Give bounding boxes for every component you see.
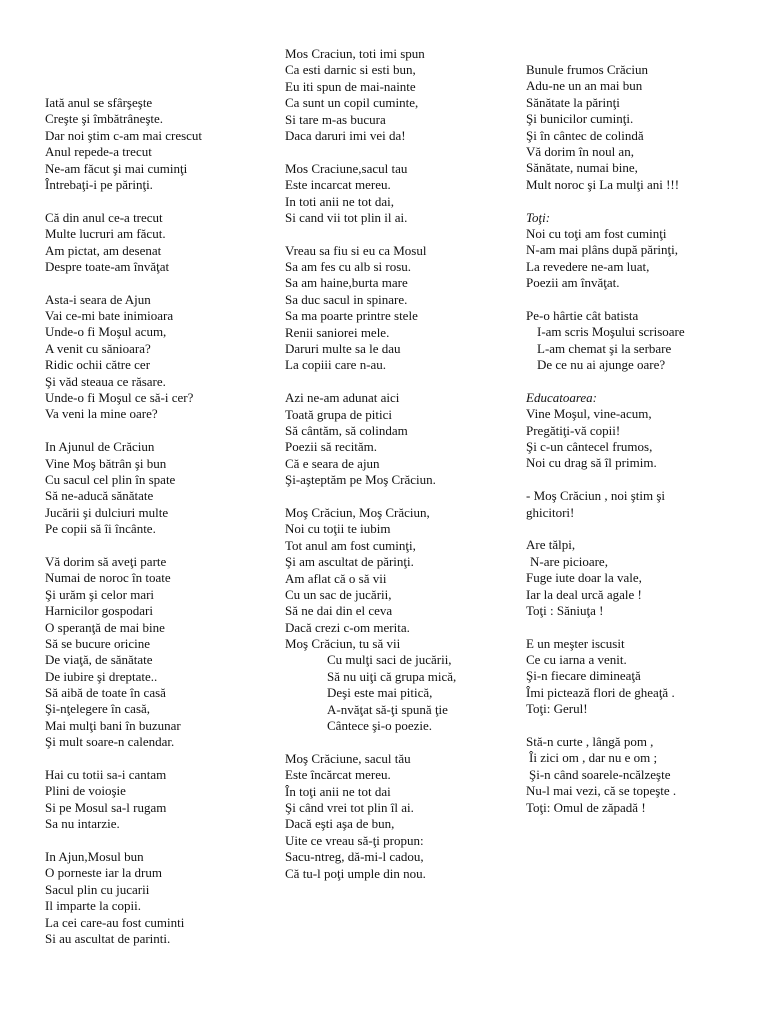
poem-line: N-am mai plâns după părinţi, [526, 242, 678, 258]
poem-line: Toţi: Omul de zăpadă ! [526, 799, 646, 815]
poem-line: Vai ce-mi bate inimioara [45, 308, 174, 324]
poem-line: Numai de noroc în toate [45, 570, 171, 586]
poem-column-left [45, 95, 270, 964]
poem-line: Cu mulţi saci de jucării, [327, 652, 452, 668]
poem-line: Să nu uiţi că grupa mică, [327, 668, 457, 684]
poem-line: Iar la deal urcă agale ! [526, 586, 642, 602]
poem-line: Vine Moşul, vine-acum, [526, 406, 652, 422]
stanza [526, 308, 751, 374]
stanza [285, 390, 510, 488]
poem-line: Vine Moş bătrân şi bun [45, 455, 167, 471]
poem-line: Harnicilor gospodari [45, 603, 153, 619]
poem-line: Nu-l mai vezi, că se topeşte . [526, 783, 677, 799]
poem-line: Iată anul se sfârşeşte [45, 95, 153, 110]
poem-line: Să cântăm, să colindam [285, 422, 408, 438]
poem-line: Dar noi ştim c-am mai crescut [45, 127, 203, 143]
poem-line: Eu iti spun de mai-nainte [285, 78, 416, 94]
poem-line: Va veni la mine oare? [45, 406, 158, 422]
poem-line: Mos Craciune,sacul tau [285, 160, 408, 176]
poem-line: Am aflat că o să vii [285, 570, 387, 586]
poem-line: Şi bunicilor cuminţi. [526, 111, 634, 127]
poem-line: Vreau sa fiu si eu ca Mosul [285, 242, 427, 258]
poem-line: Uite ce vreau să-ţi propun: [285, 832, 424, 848]
stanza [285, 505, 510, 734]
poem-line: Sănătate, numai bine, [526, 160, 638, 176]
poem-line: Daca daruri imi vei da! [285, 127, 406, 143]
poem-line: Adu-ne un an mai bun [526, 78, 643, 94]
poem-line: Pe-o hârtie cât batista [526, 307, 639, 323]
speaker-label: Toţi: [526, 209, 551, 225]
poem-line: Mos Craciun, toti imi spun [285, 46, 425, 61]
stanza [45, 210, 270, 276]
poem-line: Poezii să recităm. [285, 439, 378, 455]
stanza [526, 390, 751, 472]
stanza [526, 488, 751, 521]
poem-line: In Ajun,Mosul bun [45, 848, 144, 864]
poem-line: Renii saniorei mele. [285, 324, 390, 340]
poem-line: Asta-i seara de Ajun [45, 291, 151, 307]
poem-line: Daruri multe sa le dau [285, 341, 401, 357]
poem-line: Este incarcat mereu. [285, 177, 391, 193]
poem-line: Că e seara de ajun [285, 455, 380, 471]
poem-line: Că tu-l poţi umple din nou. [285, 865, 426, 881]
stanza [45, 849, 270, 947]
poem-line: Vă dorim să aveţi parte [45, 553, 167, 569]
poem-line: Mai mulţi bani în buzunar [45, 717, 181, 733]
poem-line: Jucării şi dulciuri multe [45, 504, 169, 520]
stanza [526, 62, 751, 193]
poem-line: Noi cu toţi am fost cuminţi [526, 225, 667, 241]
stanza [45, 292, 270, 423]
stanza [45, 95, 270, 193]
poem-line: Si tare m-as bucura [285, 111, 386, 127]
poem-line: Am pictat, am desenat [45, 242, 162, 258]
poem-line: Sa am haine,burta mare [285, 275, 408, 291]
poem-line: Şi urăm şi celor mari [45, 586, 155, 602]
poem-line: De viaţă, de sănătate [45, 652, 153, 668]
poem-line: Moş Crăciun, tu să vii [285, 636, 401, 652]
poem-line: Îmi pictează flori de gheaţă . [526, 684, 675, 700]
poem-line: Fuge iute doar la vale, [526, 570, 642, 586]
stanza [45, 554, 270, 751]
poem-line: Ne-am făcut şi mai cuminţi [45, 160, 188, 176]
poem-line: Pe copii să îi încânte. [45, 521, 156, 537]
poem-line: Toată grupa de pitici [285, 406, 393, 422]
poem-line: Are tălpi, [526, 537, 576, 553]
speaker-label: Educatoarea: [526, 389, 597, 405]
poem-line: Unde-o fi Moşul ce să-i cer? [45, 390, 194, 406]
poem-line: Sănătate la părinţi [526, 94, 620, 110]
poem-line: In toti anii ne tot dai, [285, 193, 395, 209]
stanza [285, 46, 510, 144]
poem-line: Şi în cântec de colindă [526, 127, 644, 143]
poem-line: Toţi: Gerul! [526, 701, 588, 717]
stanza [285, 751, 510, 882]
poem-line: Dacă crezi c-om merita. [285, 619, 410, 635]
poem-line: Noi cu toţii te iubim [285, 521, 391, 537]
poem-column-middle [285, 46, 510, 898]
poem-line: La copiii care n-au. [285, 357, 387, 373]
stanza [285, 243, 510, 374]
poem-line: Si au ascultat de parinti. [45, 930, 171, 946]
poem-line: Deşi este mai pitică, [327, 685, 433, 701]
poem-line: Sacu-ntreg, dă-mi-l cadou, [285, 849, 424, 865]
poem-line: Anul repede-a trecut [45, 144, 152, 160]
poem-line: Azi ne-am adunat aici [285, 390, 400, 406]
poem-line: Îi zici om , dar nu e om ; [529, 750, 658, 766]
poem-line: A-nvăţat să-ţi spună ţie [327, 701, 448, 717]
stanza [526, 734, 751, 816]
poem-line: Sa nu intarzie. [45, 816, 120, 832]
poem-line: Sacul plin cu jucarii [45, 881, 150, 897]
poem-line: ghicitori! [526, 504, 575, 520]
poem-line: Stă-n curte , lângă pom , [526, 734, 654, 750]
poem-line: Il imparte la copii. [45, 898, 142, 914]
poem-line: Şi-nţelegere în casă, [45, 701, 151, 717]
poem-line: Şi văd steaua ce răsare. [45, 373, 166, 389]
poem-line: Sa am fes cu alb si rosu. [285, 259, 412, 275]
poem-line: Toţi : Săniuţa ! [526, 602, 604, 618]
poem-line: Cântece şi-o poezie. [327, 718, 433, 734]
poem-line: - Moş Crăciun , noi ştim şi [526, 488, 666, 504]
poem-line: Şi am ascultat de părinţi. [285, 554, 414, 570]
poem-line: Să se bucure oricine [45, 635, 151, 651]
poem-line: Şi-aşteptăm pe Moş Crăciun. [285, 472, 436, 488]
poem-line: Bunule frumos Crăciun [526, 62, 649, 77]
stanza [526, 636, 751, 718]
poem-line: Sa duc sacul in spinare. [285, 291, 408, 307]
poem-line: Să ne dai din el ceva [285, 603, 393, 619]
poem-line: Si cand vii tot plin il ai. [285, 209, 408, 225]
poem-line: Unde-o fi Moşul acum, [45, 324, 167, 340]
poem-line: Şi-n fiecare dimineaţă [526, 668, 641, 684]
stanza [526, 210, 751, 292]
poem-line: L-am chemat şi la serbare [537, 340, 672, 356]
poem-line: Mult noroc şi La mulţi ani !!! [526, 176, 680, 192]
poem-line: Şi mult soare-n calendar. [45, 734, 175, 750]
stanza [285, 161, 510, 227]
poem-line: O porneste iar la drum [45, 865, 162, 881]
poem-line: N-are picioare, [530, 553, 608, 569]
poem-line: La cei care-au fost cuminti [45, 914, 185, 930]
poem-line: Să aibă de toate în casă [45, 685, 166, 701]
stanza [526, 537, 751, 619]
poem-line: Si pe Mosul sa-l rugam [45, 799, 167, 815]
poem-line: La revedere ne-am luat, [526, 258, 650, 274]
poem-line: E un meşter iscusit [526, 635, 625, 651]
poem-line: Că din anul ce-a trecut [45, 209, 163, 225]
poem-line: Ca esti darnic si esti bun, [285, 62, 416, 78]
poem-line: De iubire şi dreptate.. [45, 668, 158, 684]
poem-line: Plini de voioşie [45, 783, 126, 799]
poem-line: Pregătiţi-vă copii! [526, 422, 621, 438]
poem-line: Moş Crăciune, sacul tău [285, 750, 411, 766]
poem-line: Noi cu drag să îl primim. [526, 455, 657, 471]
poem-line: Ridic ochii către cer [45, 357, 151, 373]
poem-column-right [526, 62, 751, 832]
poem-line: In Ajunul de Crăciun [45, 439, 155, 455]
poem-line: Vă dorim în noul an, [526, 143, 634, 159]
poem-line: Şi când vrei tot plin îl ai. [285, 799, 414, 815]
poem-line: Tot anul am fost cuminţi, [285, 537, 416, 553]
poem-line: Sa ma poarte printre stele [285, 308, 418, 324]
poem-line: I-am scris Moşului scrisoare [537, 324, 685, 340]
poem-line: A venit cu sănioara? [45, 340, 151, 356]
poem-line: Poezii am învăţat. [526, 275, 620, 291]
poem-line: Creşte şi îmbătrâneşte. [45, 111, 164, 127]
poem-line: Şi c-un cântecel frumos, [526, 438, 653, 454]
poem-line: O speranţă de mai bine [45, 619, 165, 635]
poem-line: Este încărcat mereu. [285, 767, 391, 783]
poem-line: De ce nu ai ajunge oare? [537, 357, 666, 373]
poem-line: Ce cu iarna a venit. [526, 652, 627, 668]
poem-line: Să ne-aducă sănătate [45, 488, 154, 504]
poem-line: Despre toate-am învăţat [45, 258, 170, 274]
poem-line: Ca sunt un copil cuminte, [285, 95, 419, 111]
poem-line: Multe lucruri am făcut. [45, 226, 166, 242]
poem-line: Dacă eşti aşa de bun, [285, 816, 395, 832]
poem-line: Hai cu totii sa-i cantam [45, 767, 167, 783]
poem-line: Cu sacul cel plin în spate [45, 471, 176, 487]
stanza [45, 767, 270, 833]
stanza [45, 439, 270, 537]
poem-line: Moş Crăciun, Moş Crăciun, [285, 504, 430, 520]
poem-line: Şi-n când soarele-ncălzeşte [529, 766, 671, 782]
poem-line: În toţi anii ne tot dai [285, 783, 391, 799]
poem-line: Întrebaţi-i pe părinţi. [45, 176, 153, 192]
poem-line: Cu un sac de jucării, [285, 586, 392, 602]
